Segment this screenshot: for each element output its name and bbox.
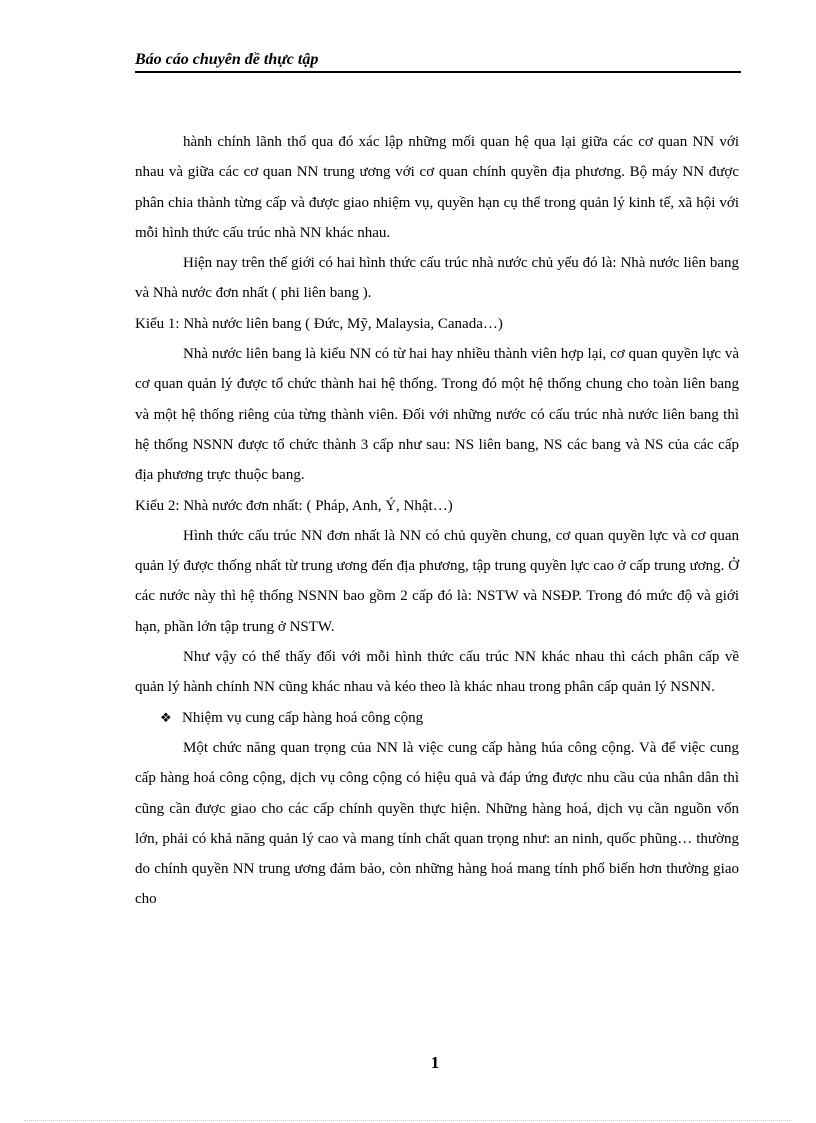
paragraph-type-2: Kiểu 2: Nhà nước đơn nhất: ( Pháp, Anh, Ý, Nhật…) <box>135 497 453 514</box>
bullet-heading-text: Nhiệm vụ cung cấp hàng hoá công cộng <box>182 709 424 726</box>
paragraph: Hình thức cấu trúc NN đơn nhất là NN có chủ quyền chung, cơ quan quyền lực và cơ quan quản lý được thống nhất từ trung ương đến địa phương, tập trung quyền lực cao ở cấp trung ương. Ở các nước này thì hệ thống NSNN bao gồm 2 cấp đó là: NSTW và NSĐP. Trong đó mức độ và giới hạn, phần lớn tập trung ở NSTW. <box>135 527 739 635</box>
document-body <box>135 127 739 915</box>
paragraph: Hiện nay trên thế giới có hai hình thức cấu trúc nhà nước chủ yếu đó là: Nhà nước liên bang và Nhà nước đơn nhất ( phi liên bang ). <box>135 255 739 302</box>
diamond-bullet-icon: ❖ <box>160 709 172 725</box>
bullet-heading <box>135 703 739 733</box>
page-number: 1 <box>430 1053 440 1072</box>
page-header <box>135 50 741 73</box>
paragraph: hành chính lãnh thổ qua đó xác lập những mối quan hệ qua lại giữa các cơ quan NN với nhau và giữa các cơ quan NN trung ương với cơ quan chính quyền địa phương. Bộ máy NN được phân chia thành từng cấp và được giao nhiệm vụ, quyền hạn cụ thể trong quản lý kinh tế, xã hội với mỗi hình thức cấu trúc nhà NN khác nhau. <box>135 134 739 241</box>
paragraph: Một chức năng quan trọng của NN là việc cung cấp hàng húa công cộng. Và để việc cung cấp hàng hoá công cộng, dịch vụ công cộng có hiệu quả và đáp ứng được nhu cầu của nhân dân thì cũng cần được giao cho các cấp chính quyền thực hiện. Những hàng hoá, dịch vụ cần nguồn vốn lớn, phải có khả năng quản lý cao và mang tính chất quan trọng như: an ninh, quốc phũng… thường do chính quyền NN trung ương đảm bảo, còn những hàng hoá mang tính phổ biến hơn thường giao cho <box>135 739 739 908</box>
paragraph: Như vậy có thể thấy đối với mỗi hình thức cấu trúc NN khác nhau thì cách phân cấp về quản lý hành chính NN cũng khác nhau và kéo theo là khác nhau trong phân cấp quản lý NSNN. <box>135 649 739 696</box>
paragraph-type-1: Kiểu 1: Nhà nước liên bang ( Đức, Mỹ, Malaysia, Canada…) <box>135 315 503 332</box>
paragraph: Nhà nước liên bang là kiểu NN có từ hai hay nhiều thành viên hợp lại, cơ quan quyền lực và cơ quan quản lý được tổ chức thành hai hệ thống. Trong đó một hệ thống chung cho toàn liên bang và một hệ thống riêng của từng thành viên. Đối với những nước có cấu trúc nhà nước liên bang thì hệ thống NSNN được tổ chức thành 3 cấp như sau: NS liên bang, NS các bang và NS của các cấp địa phương trực thuộc bang. <box>135 346 739 484</box>
header-title: Báo cáo chuyên đề thực tập <box>135 51 319 68</box>
page-edge-divider <box>24 1120 792 1121</box>
